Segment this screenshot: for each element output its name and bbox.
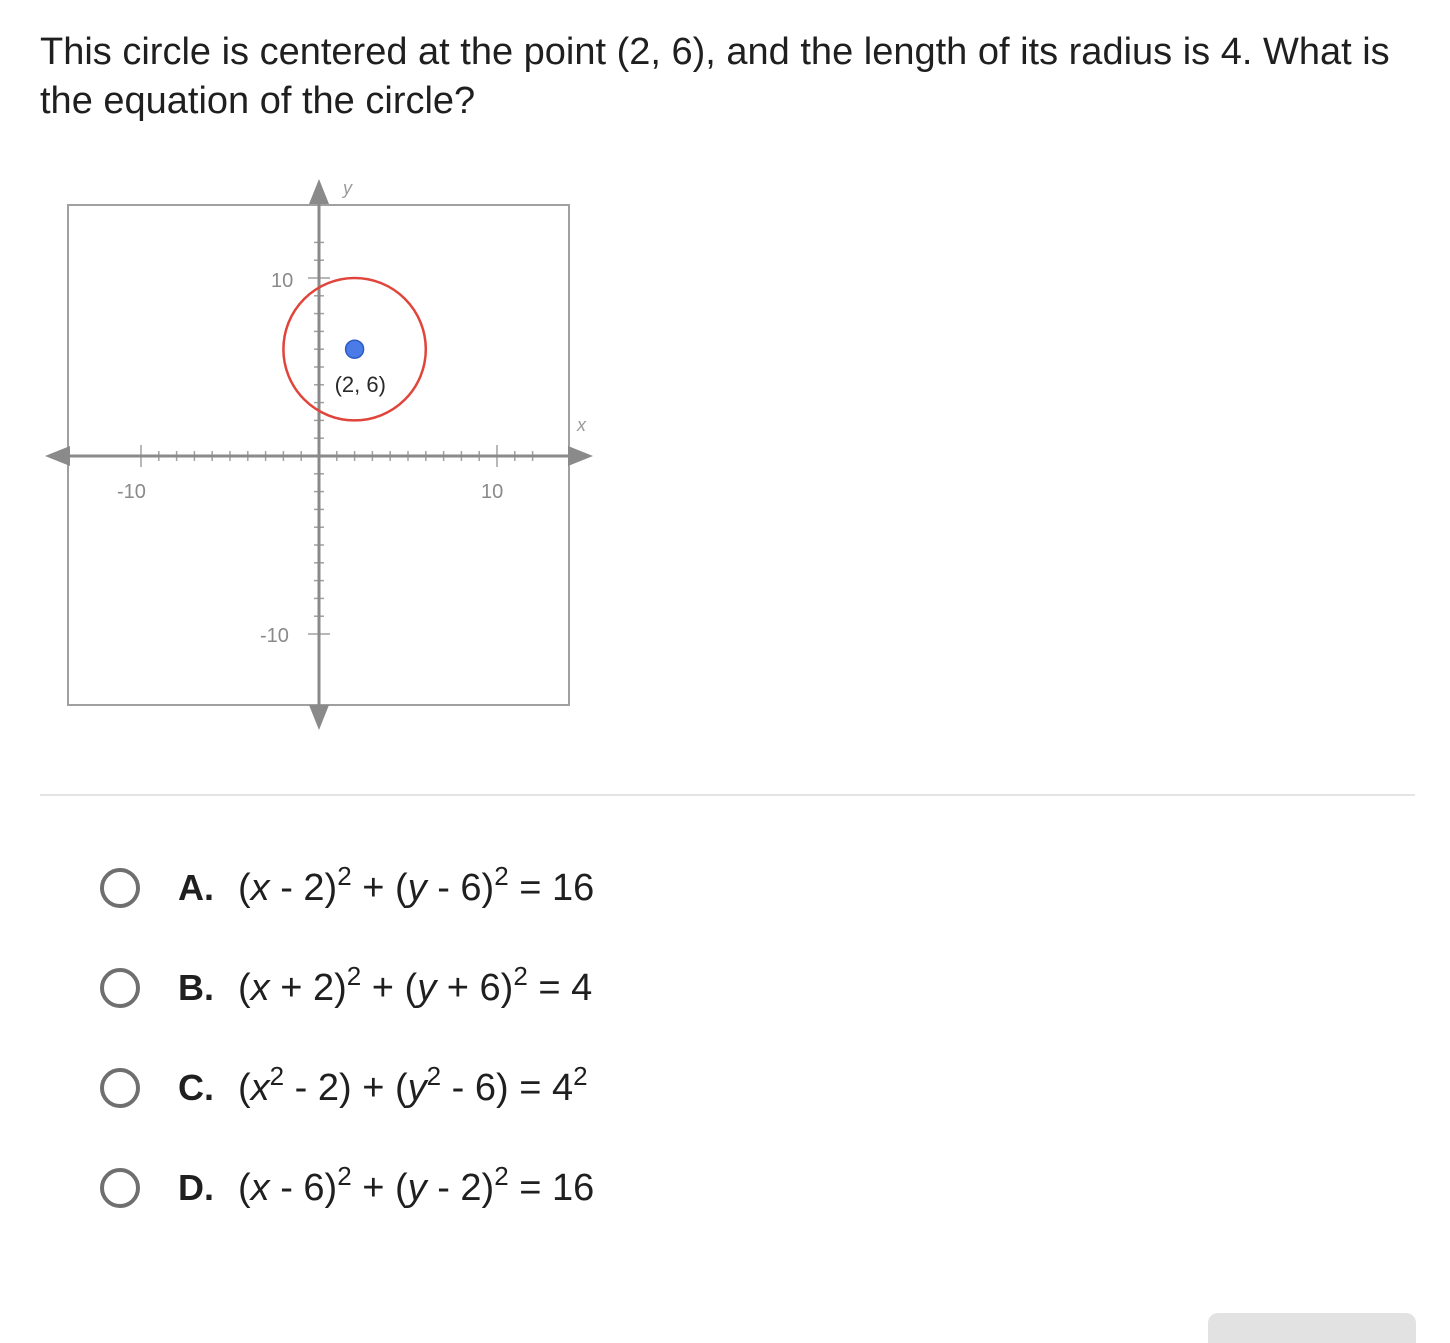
question-text: This circle is centered at the point (2, 6), and the length of its radius is 4. What is the equation of the circle? [40, 31, 1390, 122]
next-button[interactable] [1208, 1313, 1416, 1343]
x-tick-label-pos: 10 [481, 481, 504, 503]
choice-d[interactable] [100, 1138, 594, 1238]
x-axis-label: x [577, 415, 586, 435]
y-tick-label-neg: -10 [260, 625, 289, 647]
x-tick-label-neg: -10 [117, 481, 146, 503]
radio-button[interactable] [100, 868, 140, 908]
radio-button[interactable] [100, 1068, 140, 1108]
choice-c[interactable] [100, 1038, 594, 1138]
radio-button[interactable] [100, 1168, 140, 1208]
choice-b[interactable] [100, 938, 594, 1038]
y-axis-down-arrow [309, 705, 329, 730]
choice-letter: C. [178, 1067, 214, 1108]
x-axis-left-arrow [45, 446, 70, 466]
choice-equation: $(x + 2)^2 + (y + 6)^2 = 4$ [238, 960, 593, 1009]
center-point-label: (2, 6) [334, 372, 386, 398]
center-point [346, 340, 364, 358]
axis-ticks [141, 242, 533, 634]
coordinate-plane [40, 172, 600, 747]
divider [40, 794, 1415, 796]
choice-letter: D. [178, 1167, 214, 1208]
choice-a[interactable] [100, 838, 594, 938]
choice-equation: (x - 6)$^2$ + (y - 2)$^2$ = 16 [238, 1160, 595, 1209]
choice-equation: (x - 2)$^2$ + (y - 6)$^2$ = 16 [238, 860, 595, 909]
choice-equation: $(x^2 - 2) + (y^2 - 6) = 4^2$ [238, 1060, 588, 1109]
circle-graph [40, 172, 600, 747]
y-tick-label-pos: 10 [271, 270, 294, 292]
x-axis-right-arrow [568, 446, 593, 466]
y-axis-up-arrow [309, 179, 329, 204]
radio-button[interactable] [100, 968, 140, 1008]
choice-letter: A. [178, 867, 214, 908]
answer-choices [100, 838, 594, 1238]
y-axis-label: y [343, 178, 352, 198]
choice-letter: B. [178, 967, 214, 1008]
